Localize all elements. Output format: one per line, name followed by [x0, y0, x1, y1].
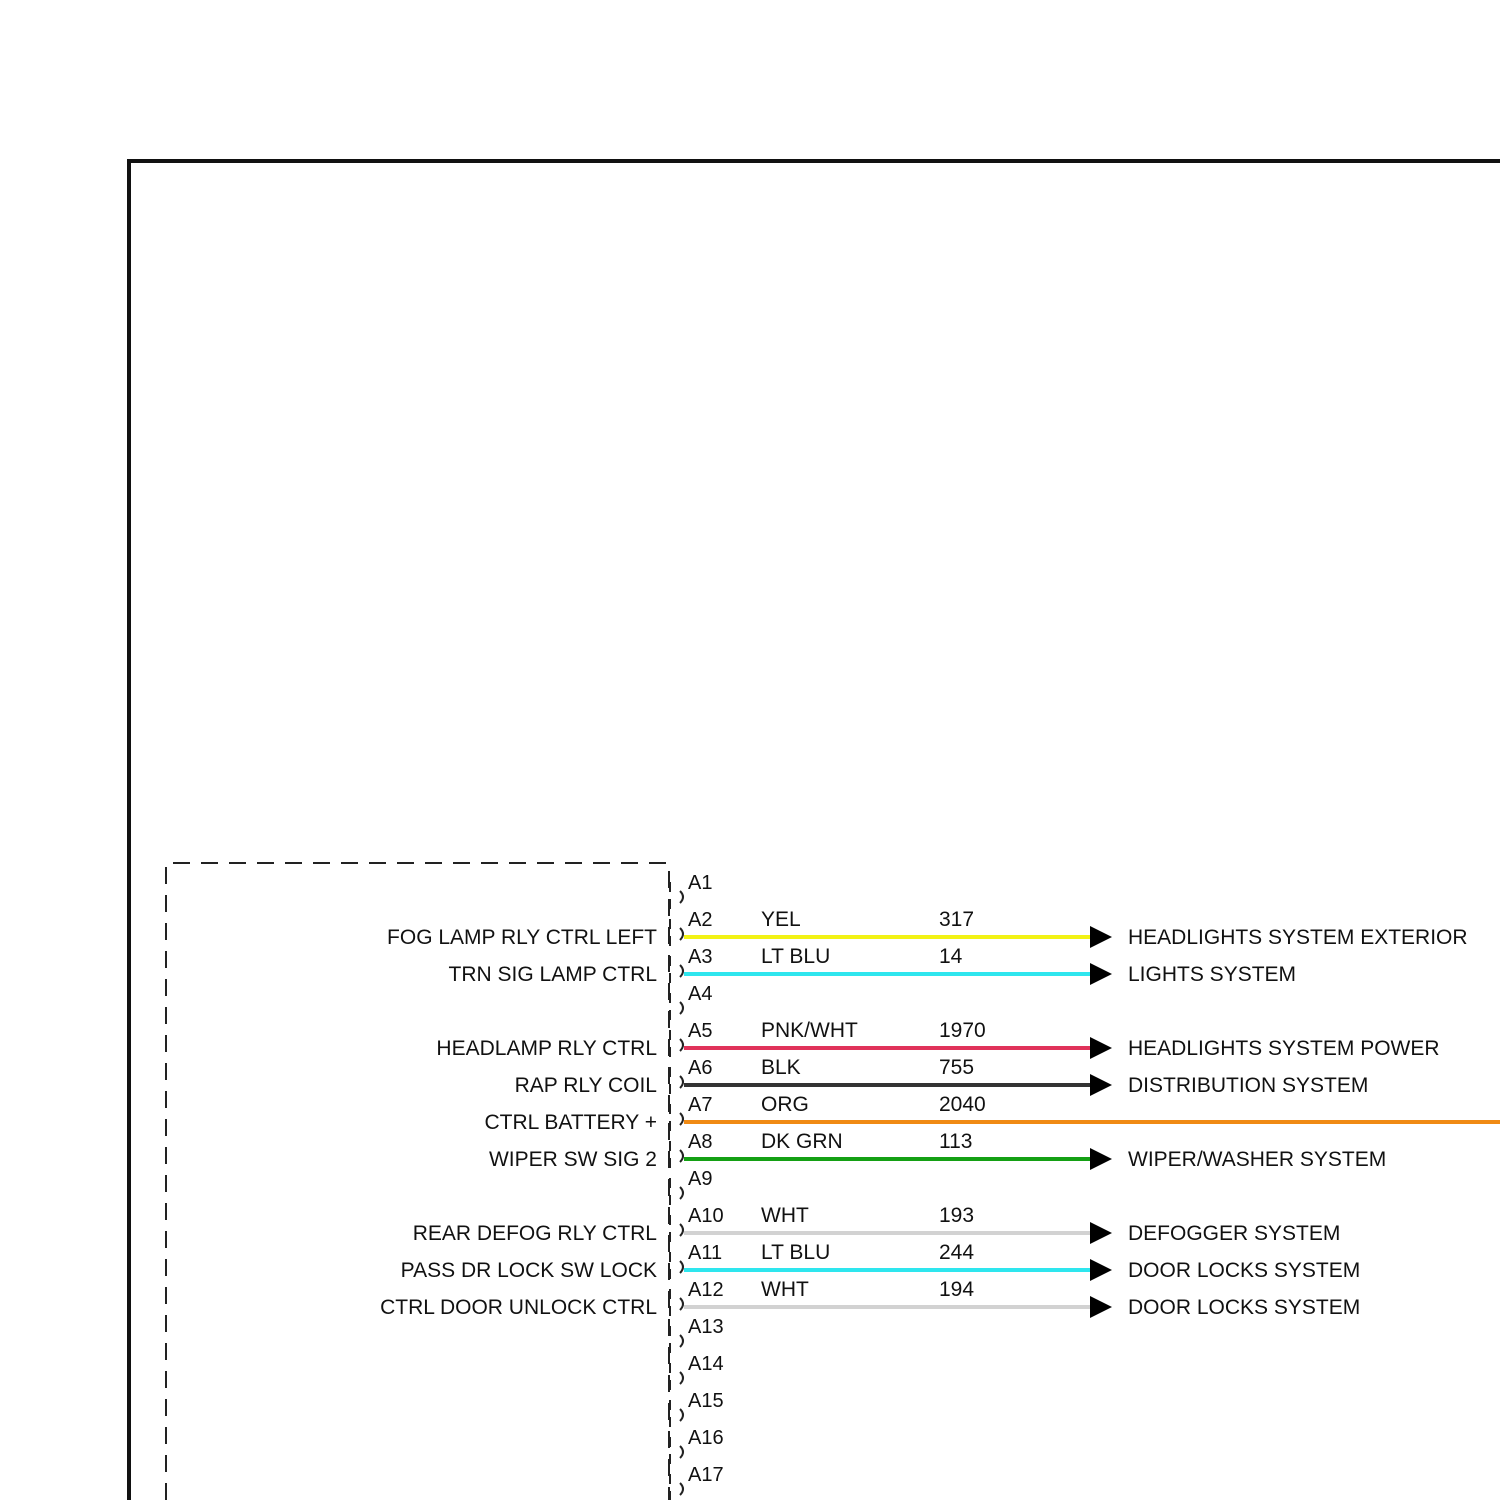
- wire-color-label: LT BLU: [761, 945, 831, 968]
- circuit-number: 244: [939, 1241, 975, 1264]
- pin-label: A6: [688, 1057, 713, 1079]
- connector-cavity: [670, 1067, 683, 1094]
- wire-color-label: YEL: [761, 908, 801, 931]
- pin-label: A17: [688, 1464, 724, 1486]
- connector-cavity: [670, 956, 683, 983]
- pin-label: A8: [688, 1131, 713, 1153]
- connector-cavity: [670, 1141, 683, 1168]
- destination-label: DOOR LOCKS SYSTEM: [1128, 1296, 1361, 1319]
- pin-label: A13: [688, 1316, 724, 1338]
- wire-color-label: ORG: [761, 1093, 809, 1116]
- connector-cavity: [670, 1437, 683, 1464]
- connector-cavity: [670, 919, 683, 946]
- destination-label: HEADLIGHTS SYSTEM POWER: [1128, 1037, 1440, 1060]
- pin-label: A1: [688, 872, 713, 894]
- arrow-icon: [1090, 963, 1112, 985]
- circuit-number: 193: [939, 1204, 975, 1227]
- connector-cavity: [670, 1474, 683, 1500]
- connector-cavity: [670, 1289, 683, 1316]
- connector-cavity: [670, 1104, 683, 1131]
- pin-label: A11: [688, 1242, 723, 1264]
- arrow-icon: [1090, 1037, 1112, 1059]
- pin-label: A12: [688, 1279, 724, 1301]
- circuit-number: 317: [939, 908, 975, 931]
- pin-function-label: RAP RLY COIL: [514, 1074, 657, 1097]
- pin-label: A2: [688, 909, 713, 931]
- pin-label: A4: [688, 983, 713, 1005]
- connector-cavity: [670, 1400, 683, 1427]
- circuit-number: 2040: [939, 1093, 986, 1116]
- connector-cavity: [670, 882, 683, 909]
- connector-cavity: [670, 1178, 683, 1205]
- pin-label: A9: [688, 1168, 713, 1190]
- arrow-icon: [1090, 1222, 1112, 1244]
- pin-function-label: PASS DR LOCK SW LOCK: [400, 1259, 657, 1282]
- circuit-number: 14: [939, 945, 963, 968]
- pin-label: A3: [688, 946, 713, 968]
- arrow-icon: [1090, 1148, 1112, 1170]
- pin-label: A15: [688, 1390, 724, 1412]
- pin-function-label: CTRL DOOR UNLOCK CTRL: [380, 1296, 657, 1319]
- pin-label: A5: [688, 1020, 713, 1042]
- pin-function-label: CTRL BATTERY +: [484, 1111, 657, 1134]
- circuit-number: 113: [939, 1130, 973, 1153]
- destination-label: DEFOGGER SYSTEM: [1128, 1222, 1341, 1245]
- destination-label: DISTRIBUTION SYSTEM: [1128, 1074, 1369, 1097]
- connector-cavity: [670, 1030, 683, 1057]
- destination-label: WIPER/WASHER SYSTEM: [1128, 1148, 1387, 1171]
- arrow-icon: [1090, 1259, 1112, 1281]
- connector-cavity: [670, 1363, 683, 1390]
- destination-label: LIGHTS SYSTEM: [1128, 963, 1297, 986]
- pin-label: A14: [688, 1353, 724, 1375]
- circuit-number: 194: [939, 1278, 975, 1301]
- wire-color-label: PNK/WHT: [761, 1019, 858, 1042]
- pin-label: A7: [688, 1094, 713, 1116]
- pin-label: A16: [688, 1427, 724, 1449]
- connector-cavity: [670, 993, 683, 1020]
- connector-cavity: [670, 1326, 683, 1353]
- wire-color-label: LT BLU: [761, 1241, 831, 1264]
- circuit-number: 755: [939, 1056, 975, 1079]
- arrow-icon: [1090, 1074, 1112, 1096]
- module-boundary: [166, 863, 669, 1500]
- arrow-icon: [1090, 1296, 1112, 1318]
- pin-function-label: FOG LAMP RLY CTRL LEFT: [387, 926, 657, 949]
- connector-pins: [380, 872, 1500, 1500]
- pin-function-label: WIPER SW SIG 2: [488, 1148, 657, 1171]
- circuit-number: 1970: [939, 1019, 986, 1042]
- pin-function-label: TRN SIG LAMP CTRL: [448, 963, 657, 986]
- destination-label: HEADLIGHTS SYSTEM EXTERIOR: [1128, 926, 1468, 949]
- connector-cavity: [670, 1215, 683, 1242]
- pin-function-label: REAR DEFOG RLY CTRL: [412, 1222, 657, 1245]
- wire-color-label: BLK: [761, 1056, 801, 1079]
- connector-cavity: [670, 1252, 683, 1279]
- arrow-icon: [1090, 926, 1112, 948]
- wire-color-label: WHT: [761, 1204, 809, 1227]
- wire-color-label: DK GRN: [761, 1130, 843, 1153]
- wire-color-label: WHT: [761, 1278, 809, 1301]
- pin-label: A10: [688, 1205, 724, 1227]
- destination-label: DOOR LOCKS SYSTEM: [1128, 1259, 1361, 1282]
- pin-function-label: HEADLAMP RLY CTRL: [436, 1037, 657, 1060]
